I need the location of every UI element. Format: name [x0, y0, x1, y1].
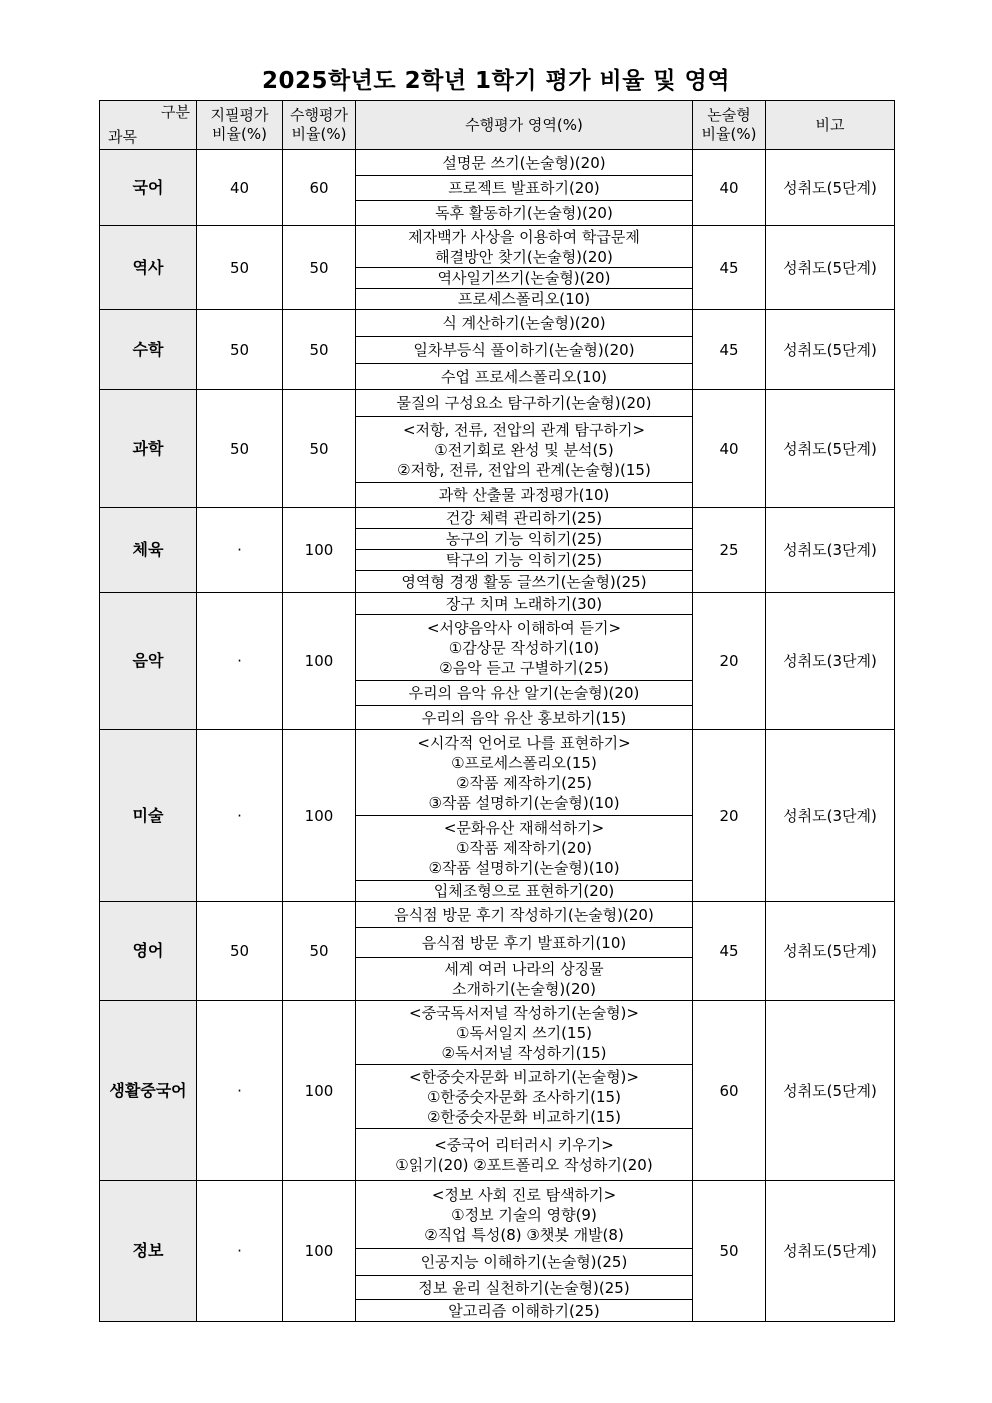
header-corner-cell [100, 101, 197, 150]
area-text: 프로세스폴리오(10) [457, 290, 591, 308]
performance-area-item [356, 816, 693, 881]
area-text: 식 계산하기(논술형)(20) [442, 314, 606, 332]
table-row [100, 593, 895, 615]
performance-ratio: 50 [283, 310, 356, 390]
note-text: 성취도(5단계) [766, 390, 895, 508]
performance-area-item [356, 730, 693, 816]
performance-area-item [356, 226, 693, 268]
area-text: ①전기회로 완성 및 분석(5) [434, 440, 614, 459]
subject-name: 영어 [100, 902, 197, 1001]
header-performance-ratio: 수행평가 비율(%) [283, 101, 356, 150]
written-ratio: · [197, 508, 283, 593]
performance-area-item [356, 150, 693, 176]
essay-ratio: 20 [693, 730, 766, 902]
area-text: 과학 산출물 과정평가(10) [438, 486, 610, 504]
subject-name: 국어 [100, 150, 197, 226]
area-text: ③작품 설명하기(논술형)(10) [428, 793, 620, 812]
area-text: ②음악 듣고 구별하기(25) [439, 658, 609, 677]
performance-area-item [356, 1001, 693, 1065]
area-text: ①감상문 작성하기(10) [448, 638, 600, 657]
note-text: 성취도(3단계) [766, 730, 895, 902]
table-row [100, 310, 895, 337]
table-row [100, 150, 895, 176]
performance-ratio: 50 [283, 902, 356, 1001]
performance-area-item [356, 902, 693, 928]
written-ratio: 50 [197, 902, 283, 1001]
area-text: ①정보 기술의 영향(9) [451, 1205, 597, 1224]
performance-area-item [356, 1276, 693, 1300]
evaluation-table [99, 100, 895, 1322]
performance-area-item [356, 310, 693, 337]
performance-area-item [356, 508, 693, 529]
note-text: 성취도(5단계) [766, 1181, 895, 1322]
performance-area-item [356, 201, 693, 226]
performance-area-item [356, 176, 693, 201]
written-ratio: · [197, 1001, 283, 1181]
performance-ratio: 50 [283, 390, 356, 508]
area-text: 음식점 방문 후기 발표하기(10) [421, 933, 627, 952]
area-text: 농구의 기능 익히기(25) [445, 530, 603, 548]
written-ratio: 50 [197, 310, 283, 390]
table-row [100, 902, 895, 928]
performance-ratio: 50 [283, 226, 356, 310]
performance-area-item [356, 529, 693, 550]
written-ratio: · [197, 593, 283, 730]
area-text: <중국어 리터러시 키우기> [434, 1135, 614, 1154]
performance-area-item [356, 881, 693, 902]
subject-name: 생활중국어 [100, 1001, 197, 1181]
written-ratio: · [197, 730, 283, 902]
area-text: 우리의 음악 유산 알기(논술형)(20) [408, 684, 640, 702]
performance-ratio: 100 [283, 593, 356, 730]
area-text: <서양음악사 이해하여 듣기> [426, 618, 622, 637]
area-text: 영역형 경쟁 활동 글쓰기(논술형)(25) [401, 572, 647, 591]
header-note: 비고 [766, 101, 895, 150]
written-ratio: 40 [197, 150, 283, 226]
area-text: ②한중숫자문화 비교하기(15) [427, 1107, 621, 1126]
table-row [100, 730, 895, 816]
area-text: 독후 활동하기(논술형)(20) [435, 204, 613, 222]
note-text: 성취도(3단계) [766, 593, 895, 730]
area-text: 프로젝트 발표하기(20) [448, 179, 600, 197]
area-text: ②작품 설명하기(논술형)(10) [428, 859, 620, 877]
performance-ratio: 100 [283, 1001, 356, 1181]
area-text: 세계 여러 나라의 상징물 [444, 960, 604, 978]
note-text: 성취도(3단계) [766, 508, 895, 593]
area-text: ②독서저널 작성하기(15) [441, 1043, 607, 1062]
performance-area-item [356, 268, 693, 289]
performance-area-item [356, 1181, 693, 1249]
area-text: 정보 윤리 실천하기(논술형)(25) [418, 1278, 630, 1297]
area-text: ②직업 특성(8) ③챗봇 개발(8) [424, 1225, 624, 1244]
area-text: 탁구의 기능 익히기(25) [445, 551, 603, 569]
performance-ratio: 100 [283, 508, 356, 593]
area-text: 알고리즘 이해하기(25) [448, 1301, 600, 1320]
header-essay-ratio: 논술형 비율(%) [693, 101, 766, 150]
note-text: 성취도(5단계) [766, 310, 895, 390]
header-written-ratio: 지필평가 비율(%) [197, 101, 283, 150]
essay-ratio: 50 [693, 1181, 766, 1322]
table-row [100, 226, 895, 268]
performance-area-item [356, 928, 693, 958]
table-row [100, 390, 895, 417]
area-text: 우리의 음악 유산 홍보하기(15) [421, 708, 627, 727]
essay-ratio: 40 [693, 150, 766, 226]
area-text: ②저항, 전류, 전압의 관계(논술형)(15) [397, 460, 651, 479]
essay-ratio: 25 [693, 508, 766, 593]
performance-ratio: 100 [283, 730, 356, 902]
area-text: ①독서일지 쓰기(15) [456, 1023, 592, 1042]
performance-ratio: 60 [283, 150, 356, 226]
table-row [100, 508, 895, 529]
performance-area-item [356, 483, 693, 508]
subject-name: 역사 [100, 226, 197, 310]
note-text: 성취도(5단계) [766, 1001, 895, 1181]
area-text: ①작품 제작하기(20) [456, 839, 592, 857]
area-text: 설명문 쓰기(논술형)(20) [442, 153, 606, 172]
table-header-row [100, 101, 895, 150]
area-text: <정보 사회 진로 탐색하기> [431, 1185, 617, 1204]
area-text: 물질의 구성요소 탐구하기(논술형)(20) [396, 394, 652, 412]
area-text: ①프로세스폴리오(15) [451, 753, 597, 772]
area-text: <중국독서저널 작성하기(논술형)> [409, 1003, 639, 1022]
performance-area-item [356, 1065, 693, 1129]
performance-area-item [356, 417, 693, 483]
essay-ratio: 45 [693, 902, 766, 1001]
performance-area-item [356, 550, 693, 571]
subject-name: 수학 [100, 310, 197, 390]
area-text: ①읽기(20) ②포트폴리오 작성하기(20) [395, 1155, 653, 1174]
essay-ratio: 60 [693, 1001, 766, 1181]
note-text: 성취도(5단계) [766, 226, 895, 310]
subject-name: 체육 [100, 508, 197, 593]
area-text: 건강 체력 관리하기(25) [445, 509, 603, 527]
essay-ratio: 45 [693, 310, 766, 390]
area-text: ①한중숫자문화 조사하기(15) [427, 1087, 621, 1106]
area-text: <문화유산 재해석하기> [443, 819, 605, 837]
page-title: 2025학년도 2학년 1학기 평가 비율 및 영역 [261, 68, 731, 94]
area-text: 음식점 방문 후기 작성하기(논술형)(20) [394, 905, 654, 924]
subject-name: 음악 [100, 593, 197, 730]
performance-area-item [356, 1300, 693, 1322]
area-text: ②작품 제작하기(25) [456, 773, 592, 792]
area-text: 역사일기쓰기(논술형)(20) [437, 269, 611, 287]
essay-ratio: 20 [693, 593, 766, 730]
area-text: 입체조형으로 표현하기(20) [433, 882, 615, 900]
table-row [100, 1181, 895, 1249]
header-category-label: 구분 [161, 103, 190, 121]
area-text: <저항, 전류, 전압의 관계 탐구하기> [402, 420, 646, 439]
essay-ratio: 45 [693, 226, 766, 310]
performance-area-item [356, 571, 693, 593]
area-text: 해결방안 찾기(논술형)(20) [435, 247, 613, 266]
performance-area-item [356, 390, 693, 417]
written-ratio: 50 [197, 390, 283, 508]
area-text: 장구 치며 노래하기(30) [445, 594, 603, 613]
subject-name: 정보 [100, 1181, 197, 1322]
written-ratio: 50 [197, 226, 283, 310]
performance-area-item [356, 681, 693, 706]
header-performance-area: 수행평가 영역(%) [356, 101, 693, 150]
performance-area-item [356, 1249, 693, 1276]
performance-area-item [356, 706, 693, 730]
area-text: <시각적 언어로 나를 표현하기> [417, 733, 631, 752]
performance-area-item [356, 364, 693, 390]
area-text: 일차부등식 풀이하기(논술형)(20) [413, 341, 635, 359]
area-text: 인공지능 이해하기(논술형)(25) [420, 1253, 628, 1271]
area-text: <한중숫자문화 비교하기(논술형)> [409, 1067, 639, 1086]
note-text: 성취도(5단계) [766, 902, 895, 1001]
area-text: 제자백가 사상을 이용하여 학급문제 [408, 227, 640, 246]
performance-area-item [356, 289, 693, 310]
area-text: 수업 프로세스폴리오(10) [441, 367, 607, 386]
performance-area-item [356, 337, 693, 364]
header-subject-label: 과목 [108, 128, 137, 146]
subject-name: 과학 [100, 390, 197, 508]
performance-area-item [356, 958, 693, 1001]
table-row [100, 1001, 895, 1065]
written-ratio: · [197, 1181, 283, 1322]
performance-area-item [356, 1129, 693, 1181]
performance-ratio: 100 [283, 1181, 356, 1322]
performance-area-item [356, 615, 693, 681]
area-text: 소개하기(논술형)(20) [452, 980, 596, 998]
note-text: 성취도(5단계) [766, 150, 895, 226]
performance-area-item [356, 593, 693, 615]
subject-name: 미술 [100, 730, 197, 902]
essay-ratio: 40 [693, 390, 766, 508]
